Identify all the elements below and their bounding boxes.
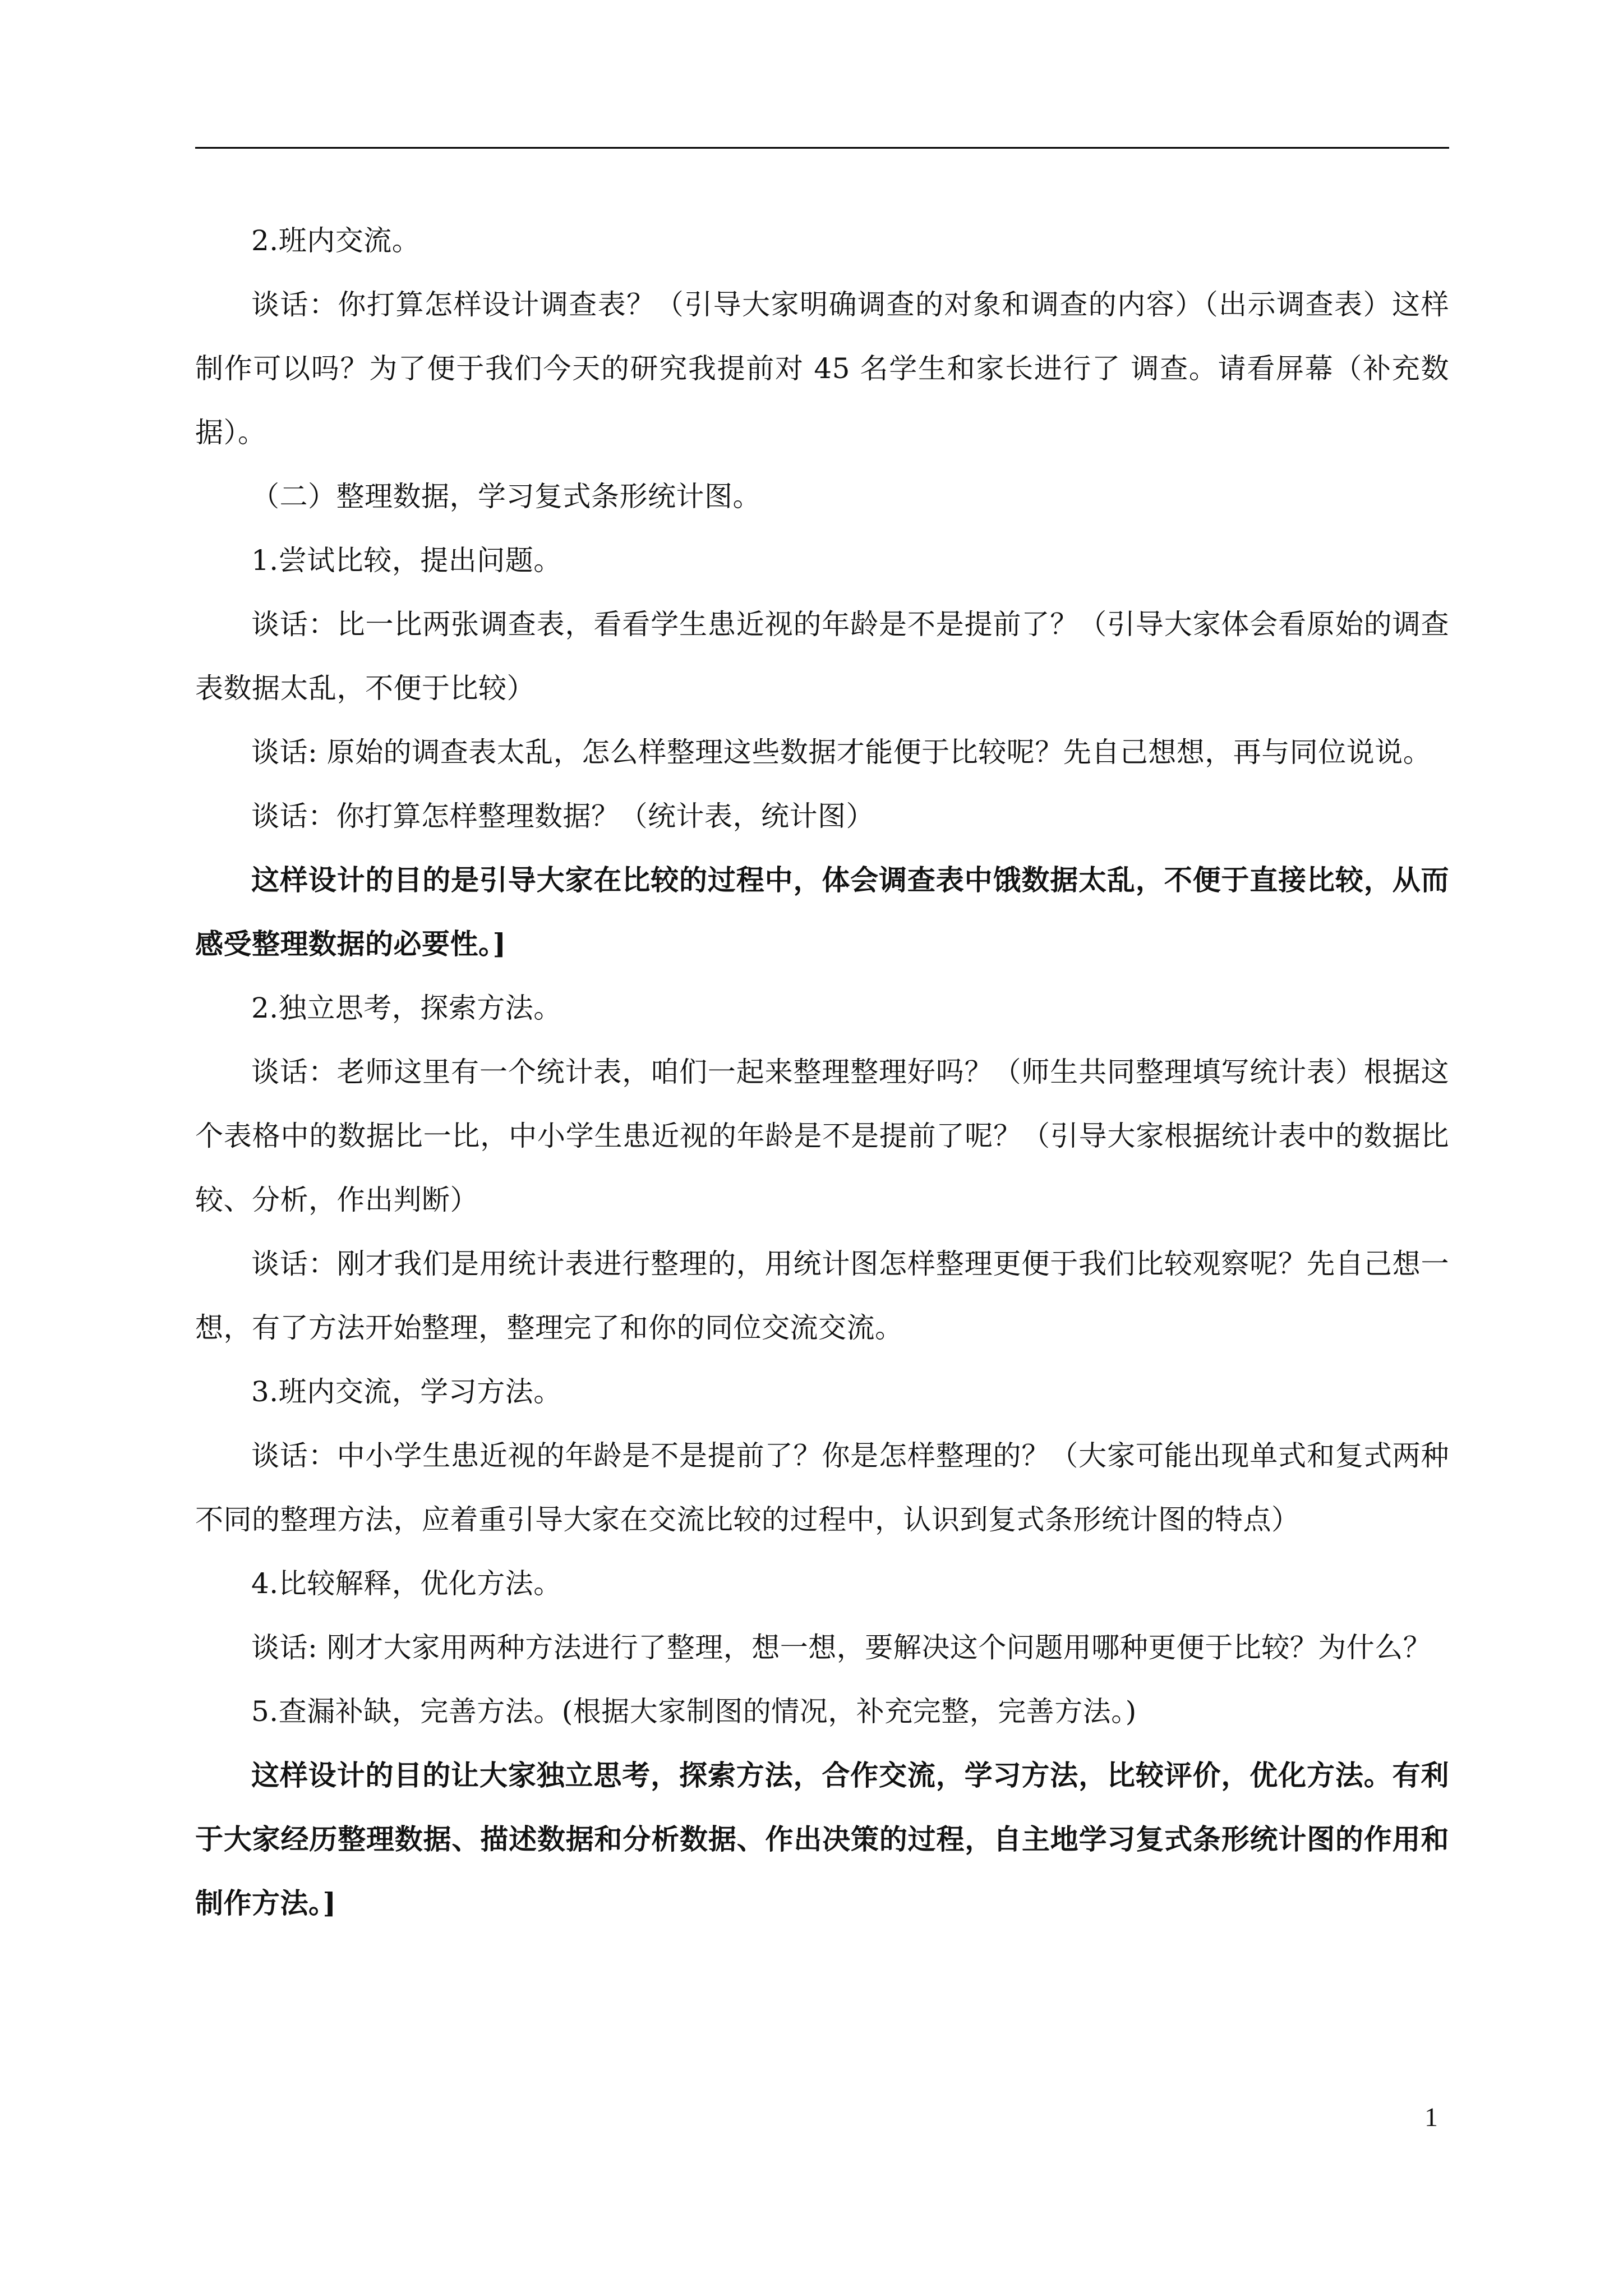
- paragraph-9: 2.独立思考，探索方法。: [251, 992, 562, 1024]
- paragraph-14: 4.比较解释，优化方法。: [251, 1567, 562, 1600]
- paragraph-10: 谈话：老师这里有一个统计表，咱们一起来整理整理好吗？（师生共同整理填写统计表）根据这个表格中的数据比一比，中小学生患近视的年龄是不是提前了呢？（引导大家根据统计表中的数据比较、分析，作出判断）: [195, 1056, 1449, 1216]
- paragraph-16: 5.查漏补缺，完善方法。(根据大家制图的情况，补充完整，完善方法。): [251, 1695, 1137, 1728]
- paragraph-17-design-note: 这样设计的目的让大家独立思考，探索方法，合作交流，学习方法，比较评价，优化方法。有利于大家经历整理数据、描述数据和分析数据、作出决策的过程，自主地学习复式条形统计图的作用和制作方法。]: [195, 1759, 1449, 1920]
- paragraph-1: 2.班内交流。: [251, 224, 421, 257]
- paragraph-8-design-note: 这样设计的目的是引导大家在比较的过程中，体会调查表中饿数据太乱，不便于直接比较，从而感受整理数据的必要性。]: [195, 863, 1449, 960]
- paragraph-12: 3.班内交流，学习方法。: [251, 1375, 562, 1408]
- paragraph-5: 谈话：比一比两张调查表，看看学生患近视的年龄是不是提前了？（引导大家体会看原始的调查表数据太乱，不便于比较）: [195, 608, 1449, 705]
- paragraph-6: 谈话: 原始的调查表太乱，怎么样整理这些数据才能便于比较呢？先自己想想，再与同位说说。: [251, 736, 1432, 769]
- paragraph-11: 谈话：刚才我们是用统计表进行整理的，用统计图怎样整理更便于我们比较观察呢？先自己想一想，有了方法开始整理，整理完了和你的同位交流交流。: [195, 1248, 1449, 1344]
- paragraph-4: 1.尝试比较，提出问题。: [251, 544, 562, 577]
- page-number: 1: [1424, 2102, 1438, 2132]
- paragraph-2: 谈话：你打算怎样设计调查表？（引导大家明确调查的对象和调查的内容）（出示调查表）这样制作可以吗？为了便于我们今天的研究我提前对 45 名学生和家长进行了 调查。请看屏幕（补充数据）。: [195, 288, 1449, 449]
- paragraph-7: 谈话：你打算怎样整理数据？（统计表，统计图）: [251, 800, 874, 832]
- paragraph-15: 谈话: 刚才大家用两种方法进行了整理，想一想，要解决这个问题用哪种更便于比较？为什么？: [251, 1631, 1432, 1664]
- header-rule: [195, 147, 1449, 149]
- paragraph-3: （二）整理数据，学习复式条形统计图。: [251, 480, 761, 513]
- paragraph-13: 谈话：中小学生患近视的年龄是不是提前了？你是怎样整理的？（大家可能出现单式和复式两种不同的整理方法，应着重引导大家在交流比较的过程中，认识到复式条形统计图的特点）: [195, 1439, 1449, 1536]
- document-body: [195, 209, 1449, 1935]
